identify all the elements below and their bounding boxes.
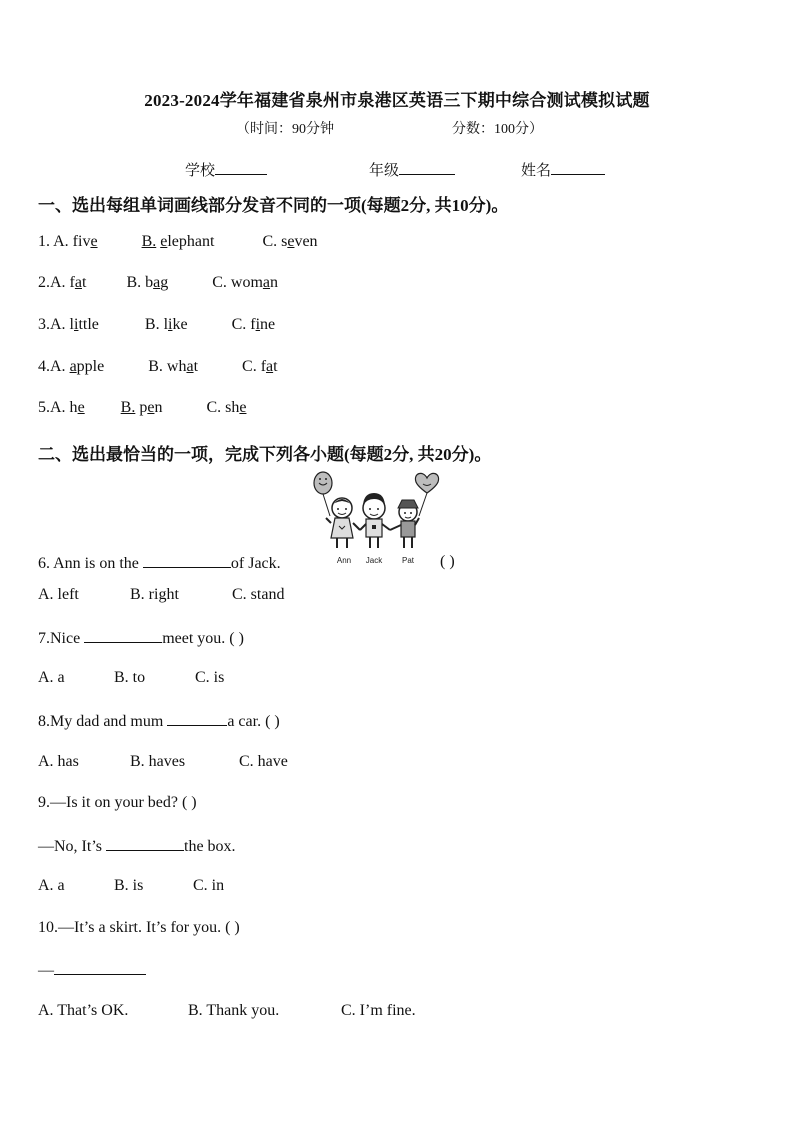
q7-option-b[interactable]: B. to <box>114 669 146 686</box>
q7-blank[interactable] <box>84 628 162 643</box>
q9-options <box>38 877 224 895</box>
question-8: 8.My dad and mum a car. ( ) <box>38 713 280 730</box>
q9-blank[interactable] <box>106 836 184 851</box>
grade-field[interactable] <box>369 159 455 180</box>
page-title: 2023-2024学年福建省泉州市泉港区英语三下期中综合测试模拟试题 <box>144 91 650 110</box>
question-9-reply: —No, It’s the box. <box>38 838 236 855</box>
q7-option-c[interactable]: C. is <box>195 669 225 686</box>
q10-blank[interactable] <box>54 960 146 975</box>
heart-balloon-icon <box>415 473 438 493</box>
grade-blank[interactable] <box>399 160 455 175</box>
label-jack: Jack <box>365 556 383 565</box>
question-9: 9.—Is it on your bed? ( ) <box>38 794 197 811</box>
q8-option-a[interactable]: A. has <box>38 753 79 770</box>
question-7: 7.Nice meet you. ( ) <box>38 630 244 647</box>
question-2: 2.A. fat B. bag C. woman <box>38 274 279 291</box>
q9-option-c[interactable]: C. in <box>193 877 225 894</box>
name-blank[interactable] <box>551 160 605 175</box>
q6-options <box>38 586 284 604</box>
section-2-heading: 二、选出最恰当的一项，完成下列各小题(每题2分, 共20分)。 <box>38 445 492 464</box>
question-10-reply: — <box>38 960 146 980</box>
school-blank[interactable] <box>215 160 267 175</box>
q10-options <box>38 1002 416 1020</box>
grade-label: 年级 <box>369 163 400 179</box>
name-field[interactable] <box>521 159 605 180</box>
kids-illustration <box>308 468 448 568</box>
exam-time: （时间：90分钟 <box>236 122 334 137</box>
label-ann: Ann <box>336 556 352 565</box>
q6-option-b[interactable]: B. right <box>130 586 179 603</box>
q8-option-c[interactable]: C. have <box>239 753 288 770</box>
name-label: 姓名 <box>521 163 552 179</box>
q6-option-a[interactable]: A. left <box>38 586 79 603</box>
q8-options <box>38 753 288 771</box>
q8-option-b[interactable]: B. haves <box>130 753 186 770</box>
q9-option-b[interactable]: B. is <box>114 877 144 894</box>
question-3: 3.A. little B. like C. fine <box>38 316 276 333</box>
q10-option-a[interactable]: A. That’s OK. <box>38 1002 129 1019</box>
exam-score: 分数：100分） <box>452 122 543 137</box>
q9-option-a[interactable]: A. a <box>38 877 65 894</box>
question-4: 4.A. apple B. what C. fat <box>38 358 278 375</box>
school-field[interactable] <box>185 159 267 180</box>
question-5: 5.A. he B. pen C. she <box>38 399 247 416</box>
label-pat: Pat <box>401 556 415 565</box>
q8-blank[interactable] <box>167 711 227 726</box>
q10-option-c[interactable]: C. I’m fine. <box>341 1002 416 1019</box>
left-balloon-icon <box>314 472 332 494</box>
section-1-heading: 一、选出每组单词画线部分发音不同的一项(每题2分, 共10分)。 <box>38 196 509 215</box>
q10-option-b[interactable]: B. Thank you. <box>188 1002 280 1019</box>
question-6: 6. Ann is on the of Jack. <box>38 555 281 572</box>
q6-blank[interactable] <box>143 553 231 568</box>
q6-answer-paren[interactable]: ( ) <box>440 553 455 570</box>
question-1: 1. A. five B. elephant C. seven <box>38 233 318 250</box>
q7-options <box>38 669 224 687</box>
q7-option-a[interactable]: A. a <box>38 669 65 686</box>
q6-option-c[interactable]: C. stand <box>232 586 285 603</box>
school-label: 学校 <box>185 163 216 179</box>
question-10: 10.—It’s a skirt. It’s for you. ( ) <box>38 919 240 936</box>
